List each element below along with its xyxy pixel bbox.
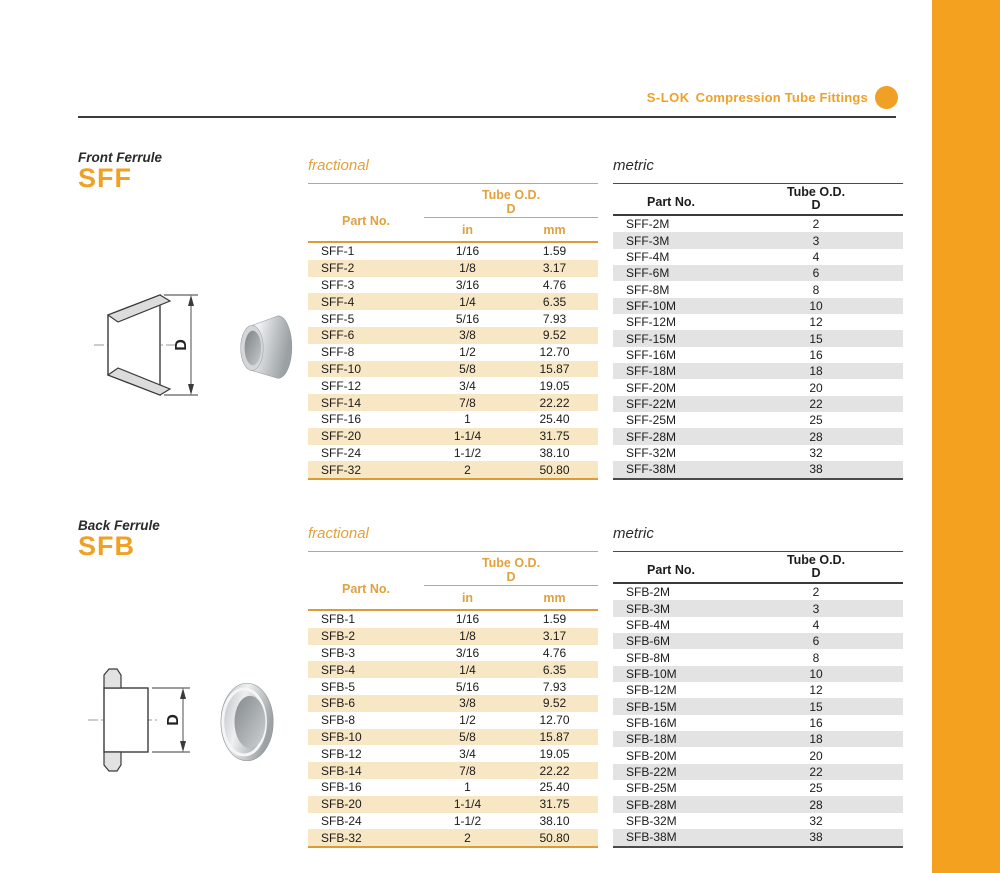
table-cell: 22.22 [539, 395, 570, 410]
table-cell: SFB-12 [321, 746, 362, 761]
table-cell: 28 [809, 429, 823, 444]
table-header [308, 184, 598, 243]
table-cell: SFF-3M [626, 233, 670, 248]
table-label-fractional: fractional [308, 157, 598, 184]
column-header-d: D [811, 198, 821, 212]
table-cell: 20 [809, 380, 823, 395]
table-cell: SFF-18M [626, 364, 677, 379]
column-header-tube-od: Tube O.D. [786, 185, 846, 199]
column-header-part-no: Part No. [647, 195, 695, 209]
table-cell: 19.05 [539, 746, 570, 761]
table-cell: 3/4 [459, 378, 476, 393]
table-row [613, 682, 903, 698]
table-row [308, 611, 598, 628]
table-cell: 3.17 [542, 261, 567, 276]
table-row [308, 243, 598, 260]
table-cell: SFF-4 [321, 294, 355, 309]
table-cell: SFF-32 [321, 462, 362, 477]
table-header [308, 552, 598, 611]
table-row [308, 829, 598, 846]
table-row [308, 745, 598, 762]
table-cell: 16 [809, 715, 823, 730]
section-back-ferrule [0, 368, 932, 845]
column-header-tube-od: Tube O.D. [786, 553, 846, 567]
table-cell: SFF-6 [321, 328, 355, 343]
table-cell: SFB-25M [626, 781, 677, 796]
table-cell: 15.87 [539, 361, 570, 376]
table-cell: 5/16 [455, 311, 480, 326]
table-cell: SFF-16M [626, 347, 677, 362]
table-cell: 1/8 [459, 629, 476, 644]
table-row [308, 695, 598, 712]
table-cell: SFB-15M [626, 699, 677, 714]
section-code: SFF [78, 163, 132, 193]
page-title: Compression Tube Fittings [695, 90, 868, 105]
table-row [613, 649, 903, 665]
table-cell: SFB-32M [626, 813, 677, 828]
table-cell: 1.59 [542, 244, 567, 259]
table-cell: 22 [809, 764, 823, 779]
table-row [613, 829, 903, 845]
table-row [308, 796, 598, 813]
table-cell: 2 [812, 217, 820, 232]
table-cell: SFF-6M [626, 266, 670, 281]
section-kicker: Back Ferrule [78, 518, 160, 533]
table-row [308, 729, 598, 746]
table-cell: SFF-3 [321, 277, 355, 292]
table-cell: SFB-12M [626, 683, 677, 698]
table-cell: 5/8 [459, 729, 476, 744]
table-cell: 31.75 [539, 797, 570, 812]
table-header [613, 184, 903, 216]
dimension-label-d: D [173, 339, 190, 351]
table-cell: 10 [809, 666, 823, 681]
table-cell: 8 [812, 282, 820, 297]
table-cell: 5/16 [455, 679, 480, 694]
table-row [308, 260, 598, 277]
column-header-mm: mm [543, 590, 566, 605]
table-cell: SFB-2 [321, 629, 356, 644]
table-cell: SFB-20 [321, 797, 362, 812]
table-cell: SFB-3 [321, 645, 356, 660]
table-cell: 1-1/2 [453, 813, 482, 828]
table-row [613, 698, 903, 714]
table-cell: SFB-24 [321, 813, 362, 828]
table-cell: 2 [812, 585, 820, 600]
table-cell: SFF-32M [626, 445, 677, 460]
table-row [613, 780, 903, 796]
column-header-in: in [461, 222, 474, 237]
table-cell: SFF-15M [626, 331, 677, 346]
table-cell: 3 [812, 233, 820, 248]
table-cell: SFF-24 [321, 445, 362, 460]
table-row [308, 813, 598, 830]
orange-edge-bar [932, 0, 1000, 873]
table-row [613, 747, 903, 763]
table-row [613, 600, 903, 616]
table-cell: SFF-12M [626, 315, 677, 330]
table-cell: 12.70 [539, 345, 570, 360]
section-kicker: Front Ferrule [78, 150, 163, 165]
table-cell: 1/16 [455, 244, 480, 259]
table-cell: SFB-38M [626, 830, 677, 845]
metric-table-sfb [613, 525, 903, 848]
table-cell: 1 [464, 412, 471, 427]
table-row [308, 762, 598, 779]
table-cell: SFB-4M [626, 617, 671, 632]
table-row [308, 293, 598, 310]
table-cell: SFF-38M [626, 462, 677, 477]
table-cell: 1/4 [459, 662, 476, 677]
table-cell: 32 [809, 445, 823, 460]
table-cell: 1-1/2 [453, 445, 482, 460]
table-cell: 1 [464, 780, 471, 795]
table-cell: SFF-28M [626, 429, 677, 444]
table-row [613, 216, 903, 232]
column-header-in: in [461, 590, 474, 605]
table-cell: 22.22 [539, 763, 570, 778]
table-cell: 12 [809, 315, 823, 330]
table-cell: 1/4 [459, 294, 476, 309]
table-row [308, 344, 598, 361]
table-cell: 1-1/4 [453, 429, 482, 444]
table-cell: SFB-16M [626, 715, 677, 730]
table-cell: SFF-2M [626, 217, 670, 232]
table-row [308, 678, 598, 695]
table-cell: 3/16 [455, 277, 480, 292]
table-cell: 7.93 [542, 679, 567, 694]
table-row [613, 813, 903, 829]
table-cell: 18 [809, 732, 823, 747]
table-cell: 1/2 [459, 713, 476, 728]
table-cell: 15 [809, 699, 823, 714]
table-label-fractional: fractional [308, 525, 598, 552]
table-cell: SFF-14 [321, 395, 362, 410]
table-row [613, 298, 903, 314]
table-cell: SFF-10M [626, 298, 677, 313]
table-row [613, 314, 903, 330]
table-cell: SFB-4 [321, 662, 356, 677]
table-cell: SFB-8M [626, 650, 671, 665]
table-cell: 5/8 [459, 361, 476, 376]
table-body [308, 611, 598, 848]
table-cell: SFB-5 [321, 679, 356, 694]
table-cell: 1/16 [455, 612, 480, 627]
table-row [308, 661, 598, 678]
table-cell: 1.59 [542, 612, 567, 627]
table-row [308, 327, 598, 344]
table-row [613, 715, 903, 731]
table-cell: SFF-8 [321, 345, 355, 360]
table-row [613, 232, 903, 248]
table-cell: 28 [809, 797, 823, 812]
table-row [613, 249, 903, 265]
table-cell: 9.52 [542, 328, 567, 343]
table-cell: 50.80 [539, 462, 570, 477]
table-cell: SFF-4M [626, 249, 670, 264]
table-header [613, 552, 903, 584]
table-cell: 50.80 [539, 830, 570, 845]
table-cell: SFB-20M [626, 748, 677, 763]
table-cell: 19.05 [539, 378, 570, 393]
table-cell: 7/8 [459, 395, 476, 410]
table-label-metric: metric [613, 525, 903, 552]
table-cell: SFB-14 [321, 763, 362, 778]
table-row [613, 584, 903, 600]
table-cell: 9.52 [542, 696, 567, 711]
table-cell: 31.75 [539, 429, 570, 444]
table-row [613, 617, 903, 633]
table-cell: SFF-12 [321, 378, 362, 393]
table-cell: SFF-20M [626, 380, 677, 395]
table-cell: 3/4 [459, 746, 476, 761]
table-row [308, 779, 598, 796]
table-cell: 38.10 [539, 445, 570, 460]
table-row [613, 330, 903, 346]
table-cell: 38 [809, 830, 823, 845]
table-cell: 3.17 [542, 629, 567, 644]
table-cell: SFB-28M [626, 797, 677, 812]
table-row [613, 796, 903, 812]
table-row [308, 277, 598, 294]
table-cell: SFB-10M [626, 666, 677, 681]
table-cell: 6.35 [542, 294, 567, 309]
table-cell: 25.40 [539, 412, 570, 427]
table-cell: SFF-25M [626, 413, 677, 428]
column-header-part-no: Part No. [647, 563, 695, 577]
table-cell: SFB-6M [626, 634, 671, 649]
table-cell: 7.93 [542, 311, 567, 326]
table-cell: 12 [809, 683, 823, 698]
table-cell: SFB-22M [626, 764, 677, 779]
table-cell: SFB-1 [321, 612, 356, 627]
table-cell: SFF-20 [321, 429, 362, 444]
table-cell: SFB-16 [321, 780, 362, 795]
table-cell: SFB-32 [321, 830, 362, 845]
table-cell: 20 [809, 748, 823, 763]
table-row [613, 764, 903, 780]
table-cell: SFF-16 [321, 412, 362, 427]
table-cell: SFB-2M [626, 585, 671, 600]
table-cell: 38 [809, 462, 823, 477]
table-row [613, 633, 903, 649]
table-cell: 25 [809, 781, 823, 796]
table-cell: 6 [812, 266, 820, 281]
table-cell: 4.76 [542, 277, 567, 292]
table-cell: SFB-18M [626, 732, 677, 747]
table-cell: 3/16 [455, 645, 480, 660]
table-cell: 18 [809, 364, 823, 379]
table-row [308, 645, 598, 662]
table-row [613, 666, 903, 682]
table-row [308, 628, 598, 645]
table-cell: 15 [809, 331, 823, 346]
column-header-d: D [424, 202, 598, 218]
table-cell: 38.10 [539, 813, 570, 828]
column-header-mm: mm [543, 222, 566, 237]
table-cell: 22 [809, 396, 823, 411]
table-cell: 3/8 [459, 328, 476, 343]
table-cell: SFF-2 [321, 261, 355, 276]
table-cell: SFB-10 [321, 729, 362, 744]
table-body [613, 584, 903, 848]
table-label-metric: metric [613, 157, 903, 184]
table-cell: 1-1/4 [453, 797, 482, 812]
table-cell: 4 [812, 249, 820, 264]
brand-logo: S-LOK [646, 90, 690, 105]
table-row [613, 281, 903, 297]
table-row [613, 347, 903, 363]
table-row [308, 712, 598, 729]
table-cell: SFF-5 [321, 311, 355, 326]
table-cell: 4 [812, 617, 820, 632]
table-row [613, 731, 903, 747]
table-cell: 25 [809, 413, 823, 428]
table-cell: 10 [809, 298, 823, 313]
fractional-table-sfb [308, 525, 598, 848]
table-row [308, 310, 598, 327]
table-cell: SFF-10 [321, 361, 362, 376]
section-code: SFB [78, 531, 135, 561]
table-row [613, 265, 903, 281]
table-cell: 3 [812, 601, 820, 616]
table-cell: 1/8 [459, 261, 476, 276]
table-cell: 7/8 [459, 763, 476, 778]
table-cell: 16 [809, 347, 823, 362]
table-cell: 8 [812, 650, 820, 665]
table-cell: 2 [464, 830, 471, 845]
table-cell: 3/8 [459, 696, 476, 711]
table-cell: SFF-22M [626, 396, 677, 411]
column-header-d: D [424, 570, 598, 586]
dimension-label-d: D [165, 714, 182, 726]
back-ferrule-drawing [86, 646, 204, 794]
table-cell: SFB-8 [321, 713, 356, 728]
table-cell: 2 [464, 462, 471, 477]
back-ferrule-3d-image [218, 680, 280, 764]
table-cell: SFB-6 [321, 696, 356, 711]
column-header-tube-od: Tube O.D. [481, 188, 541, 202]
column-header-part-no: Part No. [342, 213, 390, 228]
table-cell: 6.35 [542, 662, 567, 677]
table-cell: 12.70 [539, 713, 570, 728]
column-header-tube-od: Tube O.D. [481, 556, 541, 570]
table-cell: 15.87 [539, 729, 570, 744]
table-cell: 6 [812, 634, 820, 649]
table-cell: 4.76 [542, 645, 567, 660]
column-header-d: D [811, 566, 821, 580]
table-cell: SFF-8M [626, 282, 670, 297]
table-cell: 25.40 [539, 780, 570, 795]
back-ferrule-figure [86, 646, 280, 794]
table-cell: 32 [809, 813, 823, 828]
table-cell: SFB-3M [626, 601, 671, 616]
table-cell: SFF-1 [321, 244, 355, 259]
column-header-part-no: Part No. [342, 581, 390, 596]
table-cell: 1/2 [459, 345, 476, 360]
